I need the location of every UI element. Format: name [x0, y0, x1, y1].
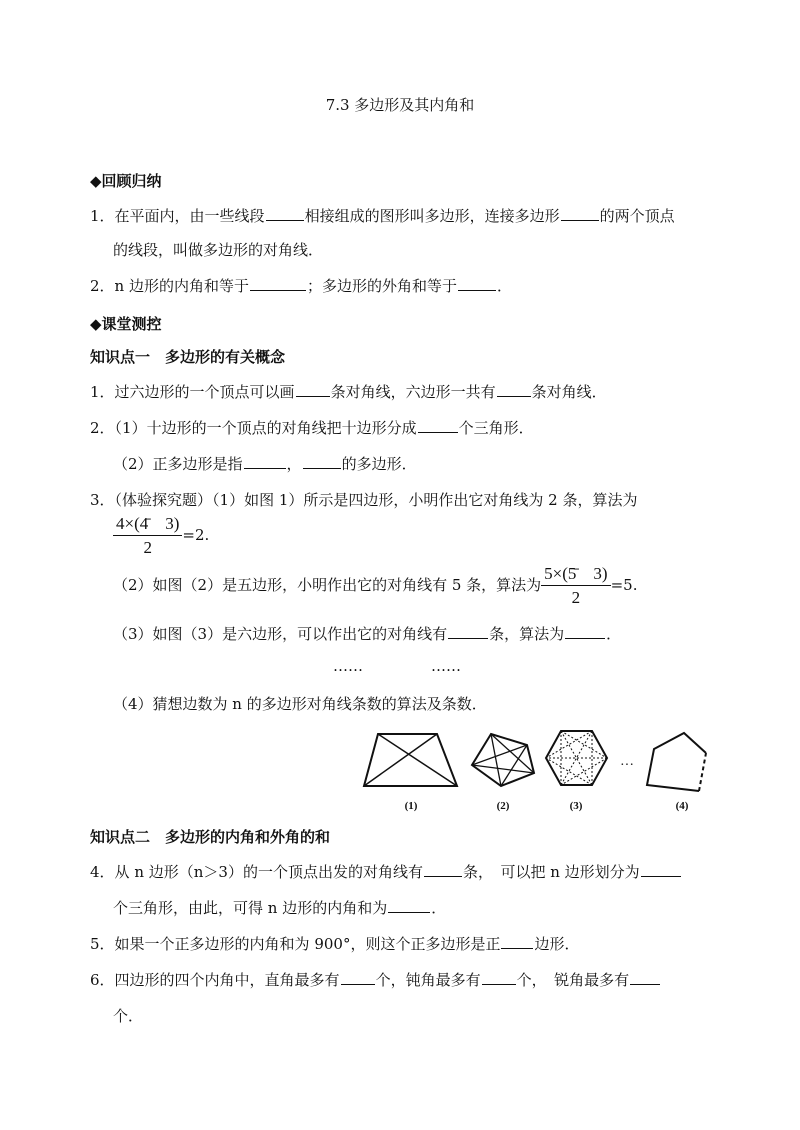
section-heading-classroom: ◆课堂测控: [90, 315, 162, 333]
question-1: 1．过六边形的一个顶点可以画 条对角线，六边形一共有 条对角线．: [90, 383, 607, 401]
answer-blank[interactable]: [641, 862, 681, 877]
figures-ellipsis: ···: [620, 758, 634, 773]
ellipsis: ……: [333, 657, 363, 675]
fraction: $\frac{5\times(5̄ 3)}{2}$: [541, 564, 610, 608]
answer-blank[interactable]: [448, 624, 488, 639]
answer-blank[interactable]: [630, 970, 660, 985]
answer-blank[interactable]: [561, 206, 599, 221]
figure-pentagon-outline: [647, 733, 706, 791]
page-title: 7.3 多边形及其内角和: [325, 96, 475, 114]
figure-pentagon-diagonals: [472, 734, 534, 786]
figure-hexagon-diagonals: [546, 731, 607, 785]
answer-blank[interactable]: [341, 970, 375, 985]
figure-label: (2): [496, 800, 510, 812]
answer-blank[interactable]: [296, 382, 330, 397]
question-3-part3: （3）如图（3）是六边形，可以作出它的对角线有 条，算法为 ．: [113, 625, 622, 643]
answer-blank[interactable]: [482, 970, 516, 985]
polygon-figures: [360, 725, 730, 815]
figure-label: (1): [404, 800, 418, 812]
answer-blank[interactable]: [266, 206, 304, 221]
answer-blank[interactable]: [303, 454, 341, 469]
answer-blank[interactable]: [497, 382, 531, 397]
answer-blank[interactable]: [388, 898, 430, 913]
figure-label: (3): [569, 800, 583, 812]
answer-blank[interactable]: [424, 862, 462, 877]
question-review-2: 2．n 边形的内角和等于 ；多边形的外角和等于 ．: [90, 277, 513, 295]
question-2-part2: （2）正多边形是指 ， 的多边形．: [113, 455, 417, 473]
answer-blank[interactable]: [565, 624, 605, 639]
fraction: $\frac{4\times(4̄ 3)}{2}$: [113, 514, 182, 558]
question-3-part4: （4）猜想边数为 n 的多边形对角线条数的算法及条数．: [113, 695, 487, 713]
question-6-cont: 个．: [113, 1007, 144, 1025]
question-review-1-cont: 的线段，叫做多边形的对角线．: [113, 241, 324, 259]
question-6: 6．四边形的四个内角中，直角最多有 个，钝角最多有 个， 锐角最多有: [90, 970, 661, 990]
question-review-1: 1．在平面内，由一些线段 相接组成的图形叫多边形，连接多边形 的两个顶点: [90, 207, 675, 225]
question-5: 5．如果一个正多边形的内角和为 900°，则这个正多边形是正 边形．: [90, 935, 580, 953]
answer-blank[interactable]: [418, 418, 458, 433]
knowledge-point-2: 知识点二 多边形的内角和外角的和: [90, 828, 331, 846]
question-4-cont: 个三角形，由此，可得 n 边形的内角和为 ．: [113, 899, 447, 917]
question-3-formula-1: $\frac{4\times(4̄ 3)}{2}$ =2.: [113, 514, 209, 558]
question-3-intro: 3．（体验探究题）（1）如图 1）所示是四边形，小明作出它对角线为 2 条，算法为: [90, 491, 638, 509]
question-4: 4．从 n 边形（n＞3）的一个顶点出发的对角线有 条， 可以把 n 边形划分为: [90, 862, 682, 882]
knowledge-point-1: 知识点一 多边形的有关概念: [90, 348, 286, 366]
question-3-part2: （2）如图（2）是五边形，小明作出它的对角线有 5 条，算法为 $\frac{5\times(5̄ 3)}{2}$ =5.: [113, 564, 638, 607]
section-heading-review: ◆回顾归纳: [90, 172, 162, 190]
answer-blank[interactable]: [501, 934, 533, 949]
answer-blank[interactable]: [244, 454, 286, 469]
figure-quadrilateral: [364, 734, 457, 786]
answer-blank[interactable]: [458, 276, 496, 291]
question-2-part1: 2．（1）十边形的一个顶点的对角线把十边形分成 个三角形．: [90, 419, 534, 437]
answer-blank[interactable]: [250, 276, 306, 291]
figure-label: (4): [675, 800, 689, 812]
ellipsis: ……: [431, 657, 461, 675]
